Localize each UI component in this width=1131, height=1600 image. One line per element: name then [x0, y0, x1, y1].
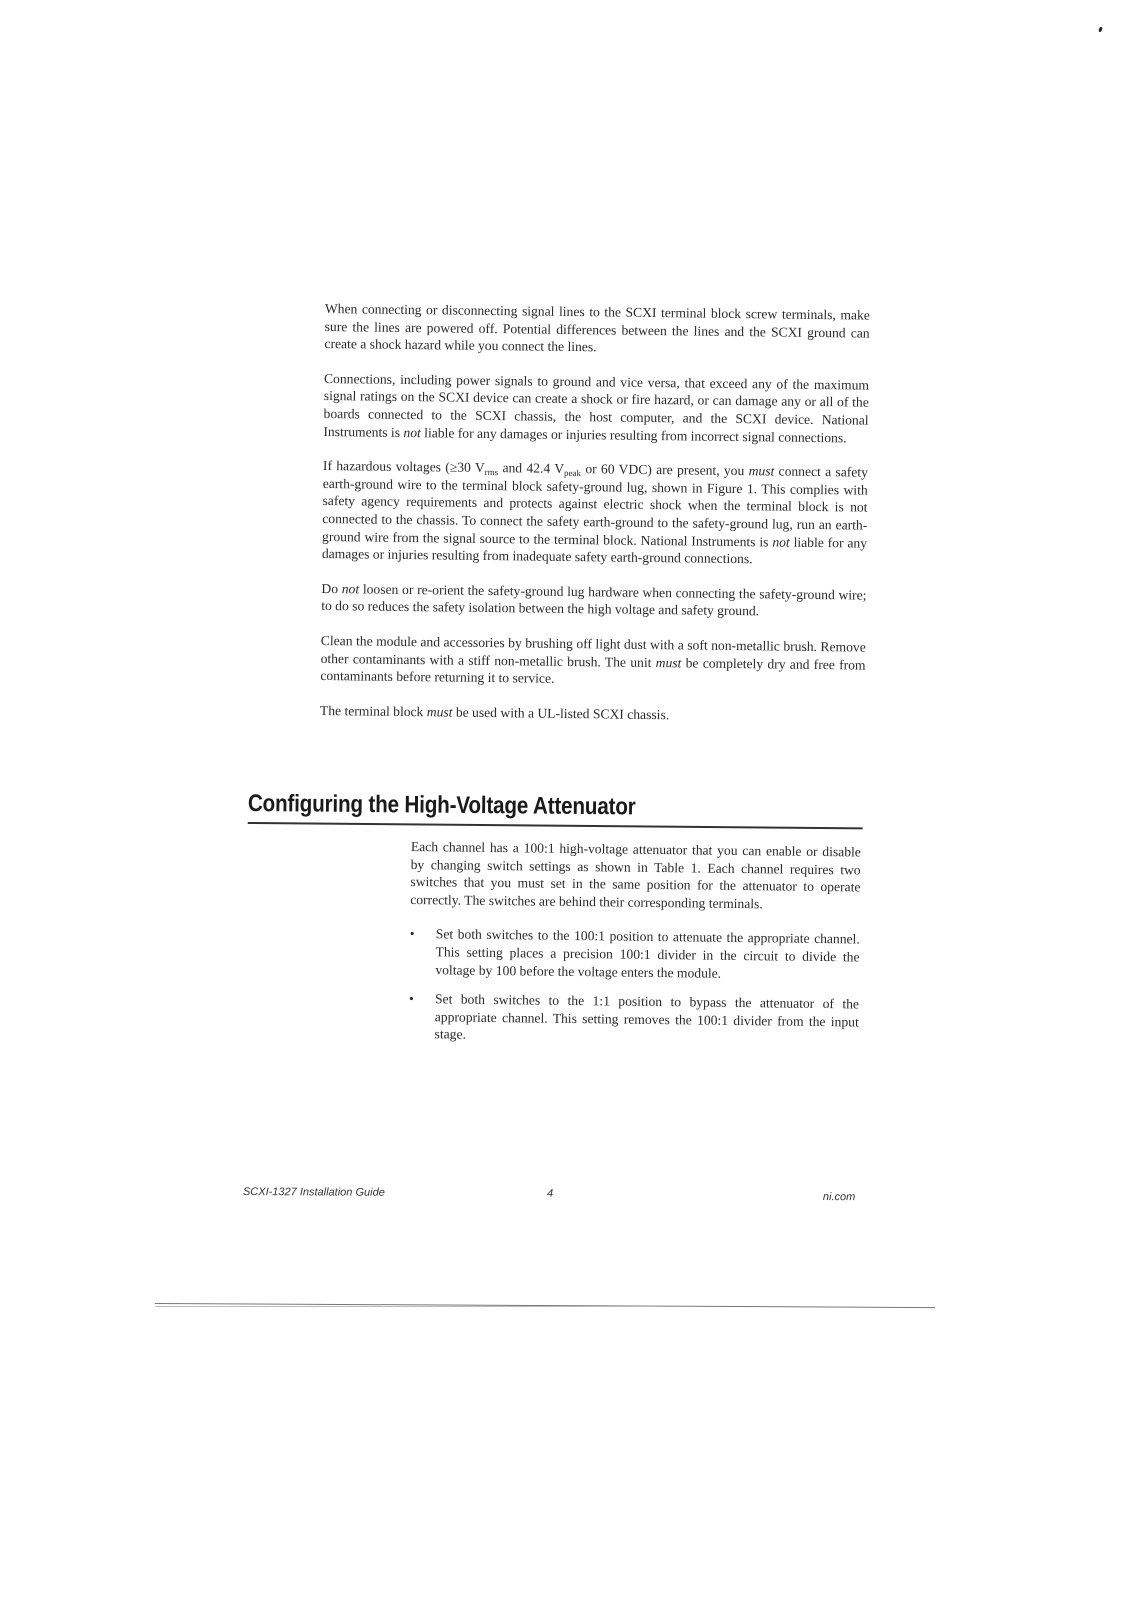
text-run: liable for any damages or injuries resulting from incorrect signal connections. — [420, 424, 847, 445]
warning-paragraph-ground-lug — [321, 580, 866, 622]
text-run: be used with a UL-listed SCXI chassis. — [452, 704, 670, 722]
text-run: liable for any damages or injuries resulting from inadequate safety earth-ground connections. — [321, 534, 868, 567]
heading-rule — [248, 822, 863, 829]
warning-paragraph-hazardous-voltages — [322, 457, 868, 569]
footer-guide-title: SCXI-1327 Installation Guide — [242, 1186, 385, 1199]
text-run: be completely dry and free from contaminants before returning it to service. — [320, 654, 866, 686]
section-body — [408, 838, 861, 1060]
list-item-text: Set both switches to the 100:1 position to attenuate the appropriate channel. This setting places a precision 100:1 divider in the circuit to divide the voltage by 100 before the voltage enters the module. — [435, 926, 860, 981]
list-item — [409, 925, 860, 983]
page-footer — [242, 1186, 858, 1204]
scan-edge-line-shadow — [155, 1306, 655, 1307]
text-run: If hazardous voltages (≥30 V — [322, 458, 485, 476]
scan-speck — [1098, 27, 1103, 33]
bullet-list — [408, 925, 859, 1048]
text-run: Do — [321, 580, 342, 596]
emphasis: must — [748, 463, 775, 479]
subscript-peak: peak — [563, 468, 582, 479]
emphasis: must — [426, 703, 453, 720]
section-heading — [248, 790, 863, 829]
list-item-text: Set both switches to the 1:1 position to bypass the attenuator of the appropriate channel. This setting removes the 100:1 divider from the input stage. — [434, 991, 860, 1043]
subscript-rms: rms — [484, 467, 499, 478]
text-run: Connections, including power signals to ground and vice versa, that exceed any of the maximum signal ratings on the SCXI device can create a shock or fire hazard, or can damage any or all of the boards connected to the SCXI chassis, the host computer, and the SCXI device. National Instruments is — [323, 370, 870, 440]
footer-website: ni.com — [822, 1191, 856, 1204]
text-run: and 42.4 V — [498, 460, 565, 477]
bullet-icon: • — [408, 991, 414, 1007]
section-title: Configuring the High-Voltage Attenuator — [247, 790, 636, 821]
text-run: or 60 VDC) are present, you — [580, 461, 749, 479]
warning-paragraph-power-off: When connecting or disconnecting signal lines to the SCXI terminal block screw terminals, make sure the lines are powered off. Potential differences between the lines and the SCXI ground can create a shock hazard while you connect the lines. — [324, 300, 870, 355]
text-run: Clean the module and accessories by brushing off light dust with a soft non-metallic brush. Remove other contaminants with a stiff non-metallic brush. The unit — [320, 632, 866, 670]
text-run: connect a safety earth-ground wire to the terminal block safety-ground lug, shown in Figure 1. This complies with safety agency requirements and protects against electric shock when the terminal block is not connected to the chassis. To connect the safety earth-ground to the safety-ground lug, run an earth-ground wire from the signal source to the terminal block. National Instruments is — [322, 463, 869, 550]
text-run: The terminal block — [319, 702, 427, 719]
text-run: loosen or re-orient the safety-ground lug hardware when connecting the safety-ground wire; to do so reduces the safety isolation between the high voltage and safety ground. — [321, 581, 867, 619]
safety-warnings — [320, 300, 870, 743]
emphasis: not — [341, 580, 360, 597]
warning-paragraph-ul-chassis — [320, 702, 865, 726]
warning-paragraph-cleaning — [320, 632, 866, 691]
footer-page-number: 4 — [546, 1187, 554, 1200]
emphasis: must — [655, 654, 682, 670]
warning-paragraph-signal-ratings — [323, 370, 869, 447]
section-intro: Each channel has a 100:1 high-voltage attenuator that you can enable or disable by changing switch settings as shown in Table 1. Each channel requires two switches that you must set in the same position for the attenuator to operate correctly. The switches are behind their corresponding terminals. — [410, 838, 861, 912]
emphasis: not — [772, 534, 790, 550]
emphasis: not — [403, 424, 421, 440]
list-item — [408, 990, 859, 1048]
bullet-icon: • — [409, 926, 415, 942]
